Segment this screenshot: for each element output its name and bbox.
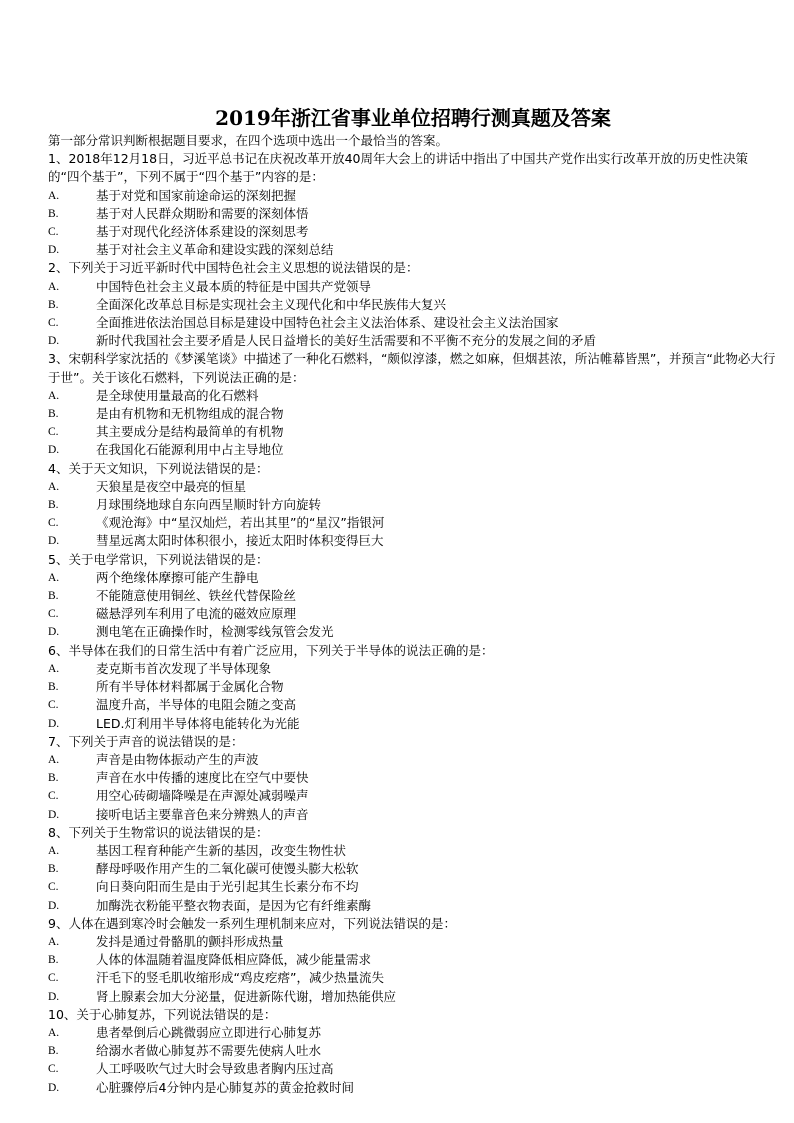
option-text: 所有半导体材料都属于金属化合物 [96, 679, 284, 695]
option-text: 中国特色社会主义最本质的特征是中国共产党领导 [96, 278, 372, 294]
option-text: 基于对现代化经济体系建设的深刻思考 [96, 224, 309, 240]
option-letter: D. [48, 808, 60, 821]
option-row [48, 769, 778, 787]
option-row [48, 933, 778, 951]
option-letter: A. [48, 753, 60, 766]
option-row [48, 569, 778, 587]
question-block [48, 642, 778, 733]
option-row [48, 715, 778, 733]
document-title: 2019年浙江省事业单位招聘行测真题及答案 [215, 106, 611, 130]
option-row [48, 205, 778, 223]
option-letter: D. [48, 535, 60, 548]
option-row [48, 842, 778, 860]
option-letter: B. [48, 954, 59, 967]
option-row [48, 787, 778, 805]
question-stem: 3、宋朝科学家沈括的《梦溪笔谈》中描述了一种化石燃料，“颇似淳漆，燃之如麻，但烟甚浓，所沾帷幕皆黑”，并预言“此物必大行于世”。关于该化石燃料，下列说法正确的是： [48, 351, 776, 385]
option-row [48, 751, 778, 769]
option-row [48, 423, 778, 441]
option-row [48, 223, 778, 241]
option-row [48, 988, 778, 1006]
question-stem: 5、关于电学常识，下列说法错误的是： [48, 551, 269, 567]
option-text: 向日葵向阳而生是由于光引起其生长素分布不均 [96, 879, 359, 895]
option-text: 月球围绕地球自东向西呈顺时针方向旋转 [96, 497, 322, 513]
option-letter: D. [48, 899, 60, 912]
option-row [48, 623, 778, 641]
option-row [48, 478, 778, 496]
option-text: 发抖是通过骨骼肌的颤抖形成热量 [96, 933, 284, 949]
option-text: 新时代我国社会主要矛盾是人民日益增长的美好生活需要和不平衡不充分的发展之间的矛盾 [96, 333, 597, 349]
section-intro: 第一部分常识判断根据题目要求，在四个选项中选出一个最恰当的答案。 [48, 133, 449, 148]
option-text: 在我国化石能源利用中占主导地位 [96, 442, 284, 458]
option-row [48, 405, 778, 423]
option-letter: A. [48, 844, 60, 857]
option-row [48, 187, 778, 205]
option-text: 声音是由物体振动产生的声波 [96, 751, 259, 767]
question-stem: 8、下列关于生物常识的说法错误的是： [48, 824, 269, 840]
option-text: 基于对人民群众期盼和需要的深刻体悟 [96, 205, 309, 221]
option-letter: A. [48, 389, 60, 402]
option-letter: D. [48, 444, 60, 457]
option-letter: A. [48, 571, 60, 584]
option-row [48, 951, 778, 969]
document-page [48, 105, 778, 1097]
option-row [48, 332, 778, 350]
option-row [48, 496, 778, 514]
option-letter: B. [48, 408, 59, 421]
option-text: 基于对社会主义革命和建设实践的深刻总结 [96, 242, 334, 258]
option-letter: B. [48, 207, 59, 220]
option-letter: C. [48, 881, 59, 894]
option-letter: B. [48, 772, 59, 785]
option-row [48, 587, 778, 605]
option-row [48, 696, 778, 714]
question-block [48, 350, 778, 459]
question-stem: 1、2018年12月18日，习近平总书记在庆祝改革开放40周年大会上的讲话中指出了中国共产党作出实行改革开放的历史性决策的“四个基于”，下列不属于“四个基于”内容的是： [48, 151, 748, 185]
question-block [48, 551, 778, 642]
option-text: 彗星远离太阳时体积很小，接近太阳时体积变得巨大 [96, 533, 384, 549]
option-row [48, 278, 778, 296]
option-row [48, 532, 778, 550]
question-block [48, 259, 778, 350]
option-text: 人工呼吸吹气过大时会导致患者胸内压过高 [96, 1061, 334, 1077]
option-text: 用空心砖砌墙降噪是在声源处减弱噪声 [96, 788, 309, 804]
option-text: 测电笔在正确操作时，检测零线氖管会发光 [96, 624, 334, 640]
option-text: 磁悬浮列车利用了电流的磁效应原理 [96, 606, 297, 622]
option-letter: A. [48, 662, 60, 675]
option-text: 其主要成分是结构最简单的有机物 [96, 424, 284, 440]
option-letter: A. [48, 480, 60, 493]
question-stem: 6、半导体在我们的日常生活中有着广泛应用，下列关于半导体的说法正确的是： [48, 642, 494, 658]
option-letter: D. [48, 1081, 60, 1094]
question-block [48, 915, 778, 1006]
option-row [48, 897, 778, 915]
question-block [48, 824, 778, 915]
option-letter: C. [48, 699, 59, 712]
option-letter: A. [48, 280, 60, 293]
option-row [48, 1042, 778, 1060]
option-row [48, 1060, 778, 1078]
option-text: 《观沧海》中“星汉灿烂，若出其里”的“星汉”指银河 [96, 515, 385, 531]
option-text: 麦克斯韦首次发现了半导体现象 [96, 660, 272, 676]
option-text: 酵母呼吸作用产生的二氧化碳可使馒头膨大松软 [96, 861, 359, 877]
option-text: 心脏骤停后4分钟内是心肺复苏的黄金抢救时间 [96, 1079, 354, 1095]
option-letter: C. [48, 226, 59, 239]
option-text: 不能随意使用铜丝、铁丝代替保险丝 [96, 588, 297, 604]
option-letter: C. [48, 790, 59, 803]
option-row [48, 678, 778, 696]
option-letter: A. [48, 1026, 60, 1039]
question-list [48, 150, 778, 1097]
option-letter: D. [48, 626, 60, 639]
option-text: 给溺水者做心肺复苏不需要先使病人吐水 [96, 1043, 322, 1059]
option-text: 汗毛下的竖毛肌收缩形成“鸡皮疙瘩”，减少热量流失 [96, 970, 384, 986]
option-letter: A. [48, 935, 60, 948]
option-text: 加酶洗衣粉能平整衣物表面，是因为它有纤维素酶 [96, 897, 372, 913]
option-letter: B. [48, 590, 59, 603]
option-row [48, 241, 778, 259]
option-text: 人体的体温随着温度降低相应降低，减少能量需求 [96, 952, 372, 968]
option-letter: A. [48, 189, 60, 202]
option-row [48, 806, 778, 824]
option-row [48, 1079, 778, 1097]
question-block [48, 150, 778, 259]
option-letter: B. [48, 1045, 59, 1058]
option-row [48, 514, 778, 532]
option-text: 全面深化改革总目标是实现社会主义现代化和中华民族伟大复兴 [96, 296, 447, 312]
option-text: 是全球使用量最高的化石燃料 [96, 387, 259, 403]
option-text: 两个绝缘体摩擦可能产生静电 [96, 569, 259, 585]
option-letter: B. [48, 499, 59, 512]
option-row [48, 314, 778, 332]
option-letter: D. [48, 990, 60, 1003]
question-stem: 4、关于天文知识，下列说法错误的是： [48, 460, 269, 476]
option-text: 声音在水中传播的速度比在空气中要快 [96, 770, 309, 786]
option-letter: C. [48, 517, 59, 530]
option-row [48, 660, 778, 678]
option-text: 接听电话主要靠音色来分辨熟人的声音 [96, 806, 309, 822]
option-text: 温度升高，半导体的电阻会随之变高 [96, 697, 297, 713]
option-letter: B. [48, 298, 59, 311]
option-row [48, 878, 778, 896]
option-text: LED.灯利用半导体将电能转化为光能 [96, 715, 300, 731]
question-stem: 9、人体在遇到寒冷时会触发一系列生理机制来应对，下列说法错误的是： [48, 915, 456, 931]
option-letter: C. [48, 972, 59, 985]
option-letter: D. [48, 717, 60, 730]
question-block [48, 733, 778, 824]
option-row [48, 296, 778, 314]
option-letter: C. [48, 426, 59, 439]
option-text: 基于对党和国家前途命运的深刻把握 [96, 187, 297, 203]
option-text: 是由有机物和无机物组成的混合物 [96, 406, 284, 422]
option-text: 全面推进依法治国总目标是建设中国特色社会主义法治体系、建设社会主义法治国家 [96, 315, 559, 331]
option-row [48, 605, 778, 623]
option-letter: C. [48, 317, 59, 330]
option-text: 肾上腺素会加大分泌量，促进新陈代谢，增加热能供应 [96, 988, 397, 1004]
option-row [48, 441, 778, 459]
option-text: 基因工程育种能产生新的基因，改变生物性状 [96, 842, 347, 858]
question-stem: 7、下列关于声音的说法错误的是： [48, 733, 244, 749]
question-stem: 2、下列关于习近平新时代中国特色社会主义思想的说法错误的是： [48, 260, 419, 276]
option-letter: D. [48, 244, 60, 257]
option-letter: C. [48, 608, 59, 621]
option-letter: B. [48, 863, 59, 876]
option-letter: C. [48, 1063, 59, 1076]
option-row [48, 860, 778, 878]
option-text: 患者晕倒后心跳微弱应立即进行心肺复苏 [96, 1024, 322, 1040]
option-letter: B. [48, 681, 59, 694]
option-row [48, 969, 778, 987]
option-letter: D. [48, 335, 60, 348]
question-block [48, 460, 778, 551]
option-row [48, 1024, 778, 1042]
question-stem: 10、关于心肺复苏，下列说法错误的是： [48, 1006, 277, 1022]
option-text: 天狼星是夜空中最亮的恒星 [96, 478, 247, 494]
question-block [48, 1006, 778, 1097]
option-row [48, 387, 778, 405]
